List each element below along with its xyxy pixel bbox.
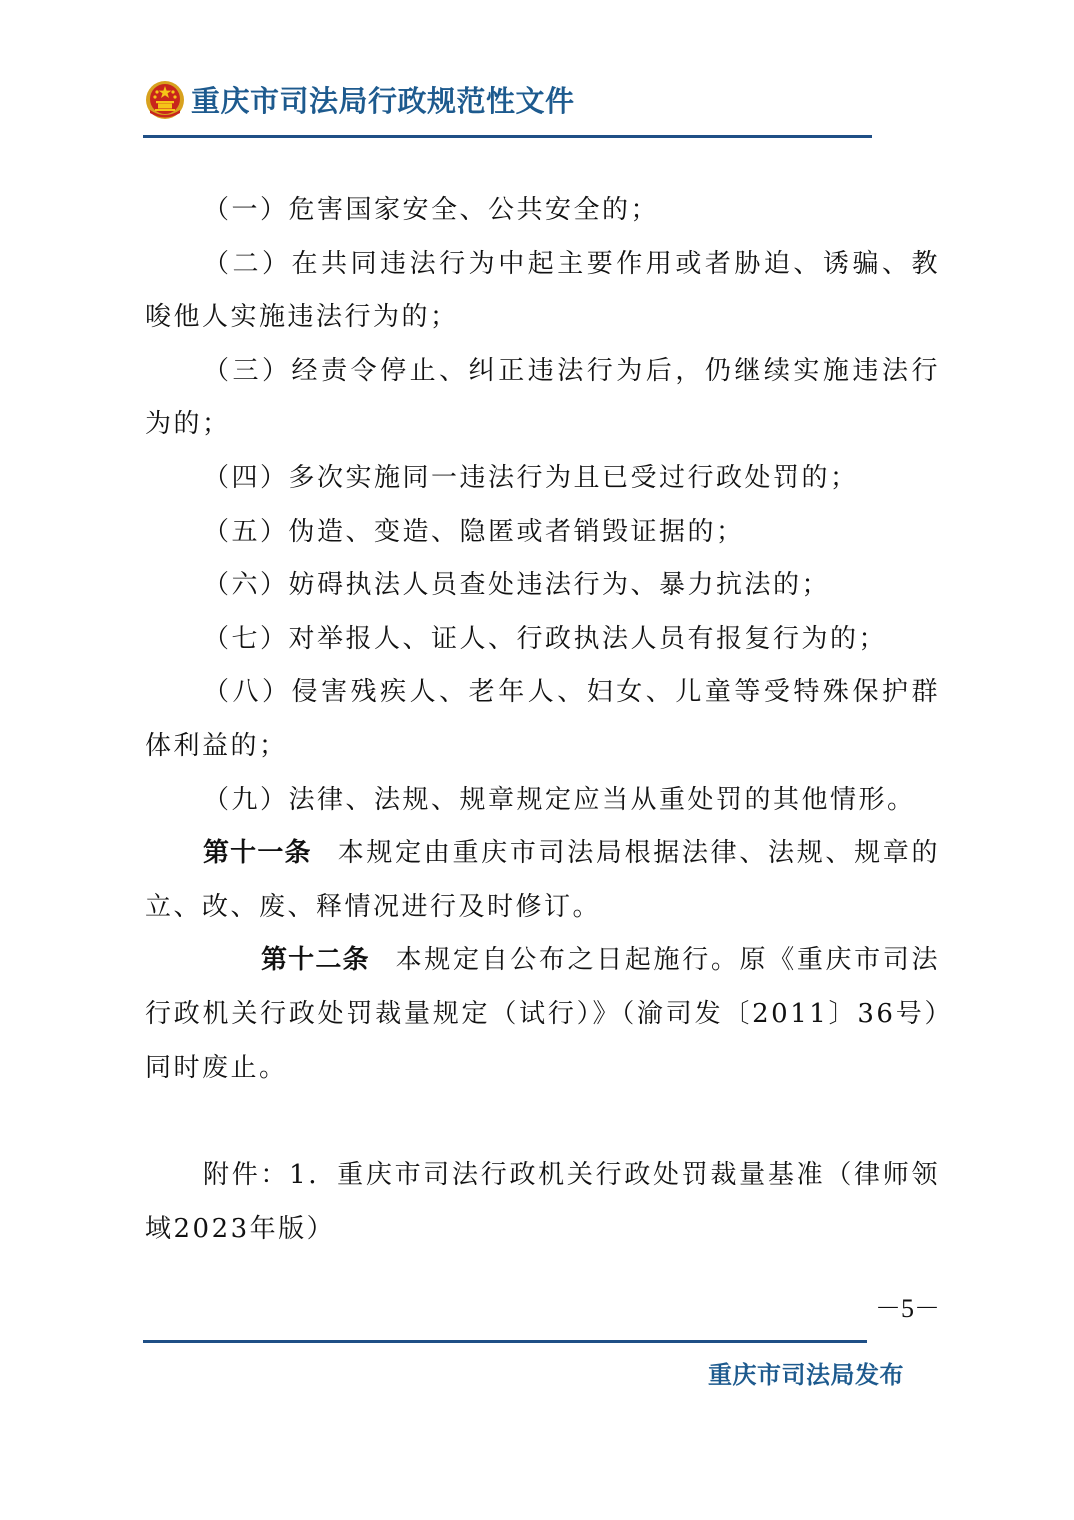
document-body [145,184,940,1256]
publisher-label: 重庆市司法局发布 [708,1360,904,1389]
list-item-4: （四）多次实施同一违法行为且已受过行政处罚的； [203,462,859,493]
list-item-9: （九）法律、法规、规章规定应当从重处罚的其他情形。 [203,784,916,815]
footer-divider [143,1340,867,1343]
list-item-6: （六）妨碍执法人员查处违法行为、暴力抗法的； [203,570,831,601]
attachment-line: 附件：1．重庆市司法行政机关行政处罚裁量基准（律师领域2023年版） [145,1160,940,1244]
spacer [145,1095,940,1149]
list-item-5: （五）伪造、变造、隐匿或者销毁证据的； [203,516,745,547]
list-item-7: （七）对举报人、证人、行政执法人员有报复行为的； [203,623,888,654]
document-header-title: 重庆市司法局行政规范性文件 [191,84,575,118]
list-item-3: （三）经责令停止、纠正违法行为后，仍继续实施违法行为的； [145,355,940,440]
article-11 [145,827,940,934]
page-number: －5－ [874,1294,940,1323]
header-divider [143,135,872,138]
national-emblem-icon [145,80,185,120]
list-item-8: （八）侵害残疾人、老年人、妇女、儿童等受特殊保护群体利益的； [145,677,940,761]
article-12-label: 第十二条 [261,945,370,976]
article-12 [145,934,940,1095]
list-item-2: （二）在共同违法行为中起主要作用或者胁迫、诱骗、教唆他人实施违法行为的； [145,248,940,333]
article-11-label: 第十一条 [203,838,312,869]
article-12-text: 本规定自公布之日起施行。原《重庆市司法行政机关行政处罚裁量规定（试行）》（渝司发〔2011〕36号）同时废止。 [145,945,940,1083]
article-11-text: 本规定由重庆市司法局根据法律、法规、规章的立、改、废、释情况进行及时修订。 [145,838,940,922]
list-item-1: （一）危害国家安全、公共安全的； [203,195,660,225]
